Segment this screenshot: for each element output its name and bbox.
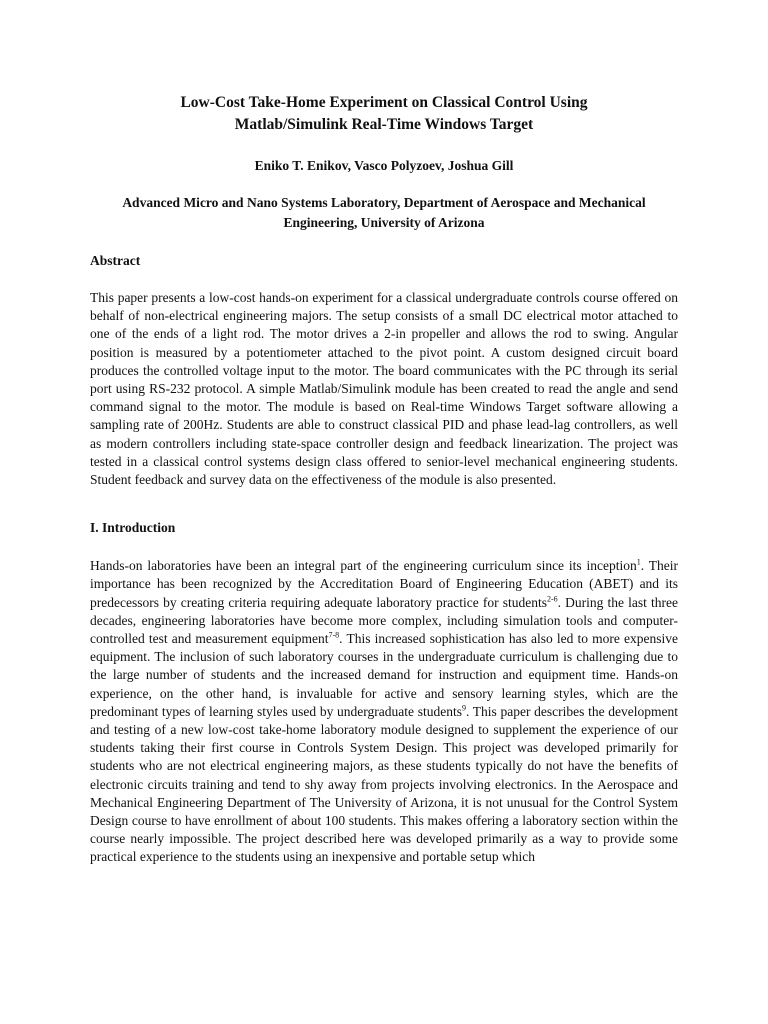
intro-text-3: . During the last three decades, engineering laboratories have become more complex, including simulation tools and computer-controlled test and measurement equipment [90, 594, 678, 647]
intro-text-2: . Their importance has been recognized by the Accreditation Board of Engineering Education (ABET) and its predecessors by creating criteria requiring adequate laboratory practice for students [90, 558, 678, 610]
citation-ref-3: 7-8 [328, 630, 340, 640]
citation-ref-1: 1 [636, 557, 641, 567]
author-list: Eniko T. Enikov, Vasco Polyzoev, Joshua Gill [254, 158, 514, 173]
abstract-paragraph: This paper presents a low-cost hands-on experiment for a classical undergraduate controls course offered on behalf of non-electrical engineering majors. The setup consists of a small DC electrical motor attached to one of the ends of a light rod. The motor drives a 2-in propeller and allows the rod to swing. Angular position is measured by a potentiometer attached to the pivot point. A custom designed circuit board produces the controlled voltage input to the motor. The board communicates with the PC through its serial port using RS-232 protocol. A simple Matlab/Simulink module has been created to read the angle and send command signal to the motor. The module is based on Real-time Windows Target software allowing a sampling rate of 200Hz. Students are able to construct classical PID and phase lead-lag controllers, as well as modern controllers including state-space controller design and feedback linearization. The project was tested in a classical control systems design class offered to senior-level mechanical engineering students. Student feedback and survey data on the effectiveness of the module is also presented. [90, 290, 678, 488]
abstract-heading: Abstract [90, 253, 141, 268]
citation-ref-2: 2-6 [546, 594, 558, 604]
introduction-heading: I. Introduction [90, 520, 176, 536]
citation-ref-4: 9 [461, 703, 466, 713]
affiliation [90, 193, 678, 233]
introduction-paragraph [90, 557, 678, 866]
paper-title-line-1: Low-Cost Take-Home Experiment on Classical Control Using [180, 94, 588, 111]
affiliation-line-2: Engineering, University of Arizona [283, 215, 485, 230]
intro-text-5: . This paper describes the development and testing of a new low-cost take-home laboratory module designed to supplement the experience of our students taking their first course in Controls System Design. This project was developed primarily for students who are not electrical engineering majors, as these students typically do not have the benefits of electronic circuits training and tend to shy away from projects involving electronics. In the Aerospace and Mechanical Engineering Department of The University of Arizona, it is not unusual for the Control System Design course to have enrollment of about 100 students. This makes offering a laboratory section within the course nearly impossible. The project described here was developed primarily as a way to provide some practical experience to the students using an inexpensive and portable setup which [90, 703, 678, 865]
intro-text-1: Hands-on laboratories have been an integral part of the engineering curriculum since its inception [90, 558, 637, 574]
paper-title-line-2: Matlab/Simulink Real-Time Windows Target [234, 116, 534, 133]
paper-title [90, 92, 678, 136]
intro-text-4: . This increased sophistication has also led to more expensive equipment. The inclusion of such laboratory courses in the undergraduate curriculum is challenging due to the large number of students and the increased demand for instruction and equipment time. Hands-on experience, on the other hand, is invaluable for active and sensory learning styles, which are the predominant types of learning styles used by undergraduate students [90, 631, 678, 719]
affiliation-line-1: Advanced Micro and Nano Systems Laboratory, Department of Aerospace and Mechanical [122, 195, 646, 210]
